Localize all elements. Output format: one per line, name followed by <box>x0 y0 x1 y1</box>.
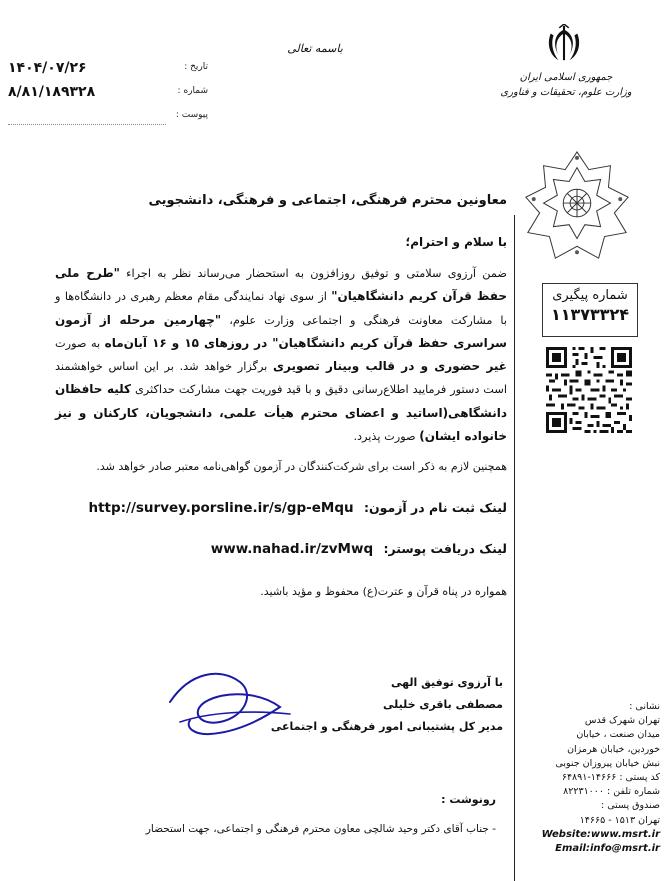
registration-link[interactable]: http://survey.porsline.ir/s/gp-eMqu <box>88 500 354 516</box>
basmala: باسمه تعالی <box>287 42 343 55</box>
phone-number: شماره تلفن : ۸۲۲۳۱۰۰۰ <box>563 786 660 798</box>
signature-block <box>271 672 503 738</box>
para-bold2: "چهارمین مرحله از آزمون سراسری حفظ قرآن کریم دانشگاهیان" در روزهای ۱۵ و ۱۶ آبان‌ماه <box>55 312 507 350</box>
number-row <box>8 84 208 102</box>
para-part2: از سوی نهاد نمایندگی مقام معظم رهبری در دانشگاه‌ها و با مشارکت معاونت فرهنگی و اجتماعی وزارت علوم، <box>55 290 507 327</box>
email[interactable]: Email:info@msrt.ir <box>555 843 660 855</box>
cc-label: رونوشت : <box>441 793 496 806</box>
registration-link-row <box>88 500 507 516</box>
para-part4: برگزار خواهد شد. بر این اساس خواهشمند است دستور فرمایید اطلاع‌رسانی دقیق و با قید فوریت جهت مشارکت حداکثری <box>55 360 507 397</box>
address-line2: میدان صنعت ، خیابان <box>576 729 660 741</box>
tracking-box <box>542 283 638 337</box>
qr-code-icon <box>546 347 632 433</box>
ministry-name <box>491 70 641 100</box>
postal-code: کد پستی : ۱۴۶۶۶-۶۴۸۹۱ <box>561 772 660 784</box>
main-paragraph <box>55 262 507 448</box>
address-line4: نبش خیابان پیروزان جنوبی <box>555 757 660 769</box>
signer-title: مدیر کل پشتیبانی امور فرهنگی و اجتماعی <box>270 720 503 733</box>
pobox-label: صندوق پستی : <box>600 800 660 812</box>
islamic-ornament-icon <box>518 148 636 266</box>
date-row <box>8 60 208 78</box>
address-line3: خوردین، خیابان هرمزان <box>567 743 660 755</box>
iran-emblem-icon <box>545 24 583 64</box>
para-bold3: غیر حضوری و در قالب وبینار تصویری <box>272 359 508 374</box>
ministry-line2: وزارت علوم، تحقیقات و فناوری <box>500 87 632 98</box>
date-value: ۱۴۰۴/۰۷/۲۶ <box>8 60 87 76</box>
para-part1: ضمن آرزوی سلامتی و توفیق روزافزون به استحضار می‌رساند نظر به اجراء <box>119 267 507 280</box>
address-line1: تهران شهرک قدس <box>584 715 660 727</box>
attachment-dots <box>8 124 166 125</box>
date-label: تاریخ : <box>184 62 208 72</box>
certificate-note: همچنین لازم به ذکر است برای شرکت‌کنندگان در آزمون گواهی‌نامه معتبر صادر خواهد شد. <box>96 460 507 473</box>
attachment-label: پیوست : <box>175 110 208 120</box>
poster-link[interactable]: www.nahad.ir/zvMwq <box>210 541 374 557</box>
vertical-divider <box>514 215 515 881</box>
number-label: شماره : <box>177 86 208 96</box>
para-part5: صورت پذیرد. <box>353 430 420 444</box>
para-part3: به صورت <box>55 336 105 350</box>
ministry-line1: جمهوری اسلامی ایران <box>519 72 613 83</box>
signer-name: مصطفی باقری خلیلی <box>383 698 503 711</box>
registration-link-label: لینک ثبت نام در آزمون: <box>363 500 507 515</box>
para-bold4: کلیه حافظان دانشگاهی(اساتید و اعضای محترم هیأت علمی، دانشجویان، کارکنان و نیز خانواده ایشان) <box>55 382 507 444</box>
address-title: نشانی : <box>629 701 660 712</box>
number-value: ۸/۸۱/۱۸۹۳۲۸ <box>8 84 96 100</box>
pobox-value: تهران ۱۵۱۳ - ۱۴۶۶۵ <box>579 814 660 826</box>
para-bold1: "طرح ملی حفظ قرآن کریم دانشگاهیان" <box>55 266 507 304</box>
attachment-row <box>8 108 208 126</box>
recipient-line: معاونین محترم فرهنگی، اجتماعی و فرهنگی، دانشجویی <box>148 193 507 208</box>
signature-wish: با آرزوی توفیق الهی <box>390 676 503 689</box>
website[interactable]: Website:www.msrt.ir <box>541 828 660 840</box>
tracking-number: ۱۱۳۷۳۳۲۴ <box>550 305 630 324</box>
poster-link-label: لینک دریافت پوستر: <box>383 541 507 556</box>
closing-line: همواره در پناه قرآن و عترت(ع) محفوظ و مؤید باشید. <box>260 585 507 598</box>
tracking-label: شماره پیگیری <box>552 288 628 303</box>
cc-text: - جناب آقای دکتر وحید شالچی معاون محترم فرهنگی و اجتماعی، جهت استحضار <box>145 823 496 835</box>
greeting: با سلام و احترام؛ <box>405 235 507 249</box>
address-block <box>522 700 660 856</box>
poster-link-row <box>211 541 507 557</box>
